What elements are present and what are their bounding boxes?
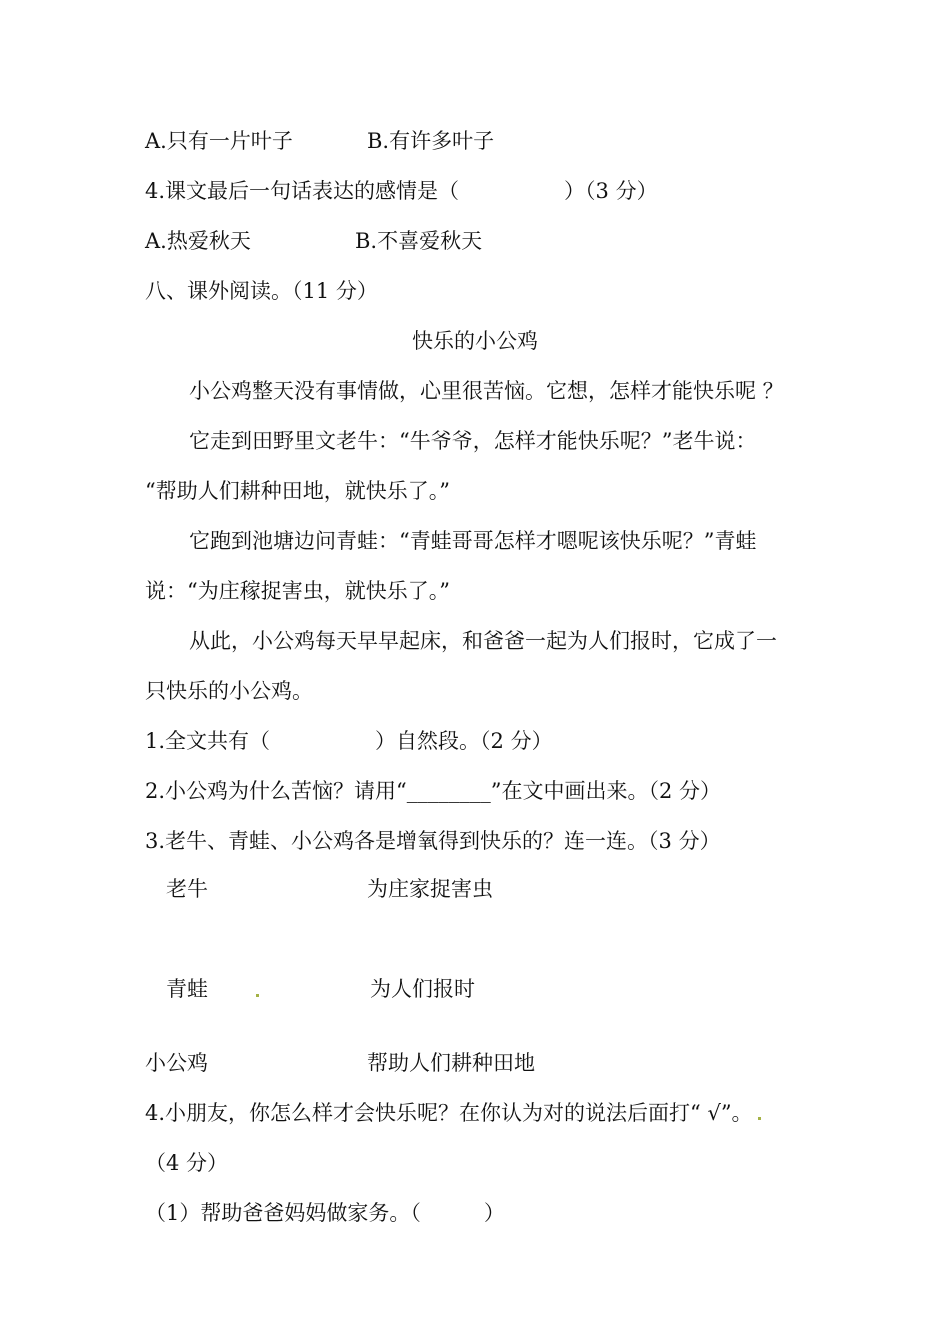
match-right-item: 帮助人们耕种田地: [367, 1051, 535, 1075]
match-right-item: 为庄家捉害虫: [367, 877, 493, 901]
question-1: 1.全文共有（ ）自然段。（2 分）: [145, 729, 553, 753]
option-b: B.有许多叶子: [367, 129, 495, 153]
section-heading: 八、课外阅读。（11 分）: [145, 279, 378, 303]
option-a: A.热爱秋天: [145, 229, 251, 253]
question-4: 4.课文最后一句话表达的感情是（ ）（3 分）: [145, 179, 658, 203]
story-paragraph: 说：“为庄稼捉害虫，就快乐了。”: [145, 579, 450, 603]
option-a: A.只有一片叶子: [145, 129, 293, 153]
question-4-item: （1）帮助爸爸妈妈做家务。（ ）: [145, 1201, 505, 1225]
question-4: 4.小朋友，你怎么样才会快乐呢？在你认为对的说法后面打“ √”。: [145, 1101, 753, 1125]
match-left-item: 小公鸡: [145, 1051, 208, 1075]
speck-mark: [256, 994, 259, 997]
match-left-item: 青蛙: [166, 977, 208, 1001]
question-4-points: （4 分）: [145, 1151, 229, 1175]
story-paragraph: 它跑到池塘边问青蛙：“青蛙哥哥怎样才嗯呢该快乐呢？”青蛙: [189, 529, 757, 553]
story-paragraph: 从此，小公鸡每天早早起床，和爸爸一起为人们报时，它成了一: [189, 629, 777, 653]
match-left-item: 老牛: [166, 877, 208, 901]
story-title: 快乐的小公鸡: [412, 329, 538, 353]
question-2: 2.小公鸡为什么苦恼？请用“________”在文中画出来。（2 分）: [145, 779, 722, 803]
speck-mark: [758, 1117, 761, 1120]
question-3: 3.老牛、青蛙、小公鸡各是增氧得到快乐的？连一连。（3 分）: [145, 829, 721, 853]
story-paragraph: 小公鸡整天没有事情做，心里很苦恼。它想，怎样才能快乐呢 ？: [189, 379, 784, 403]
match-right-item: 为人们报时: [370, 977, 475, 1001]
story-paragraph: 只快乐的小公鸡。: [145, 679, 313, 703]
story-paragraph: 它走到田野里文老牛：“牛爷爷，怎样才能快乐呢？”老牛说：: [189, 429, 757, 453]
option-b: B.不喜爱秋天: [355, 229, 483, 253]
story-paragraph: “帮助人们耕种田地，就快乐了。”: [145, 479, 450, 503]
